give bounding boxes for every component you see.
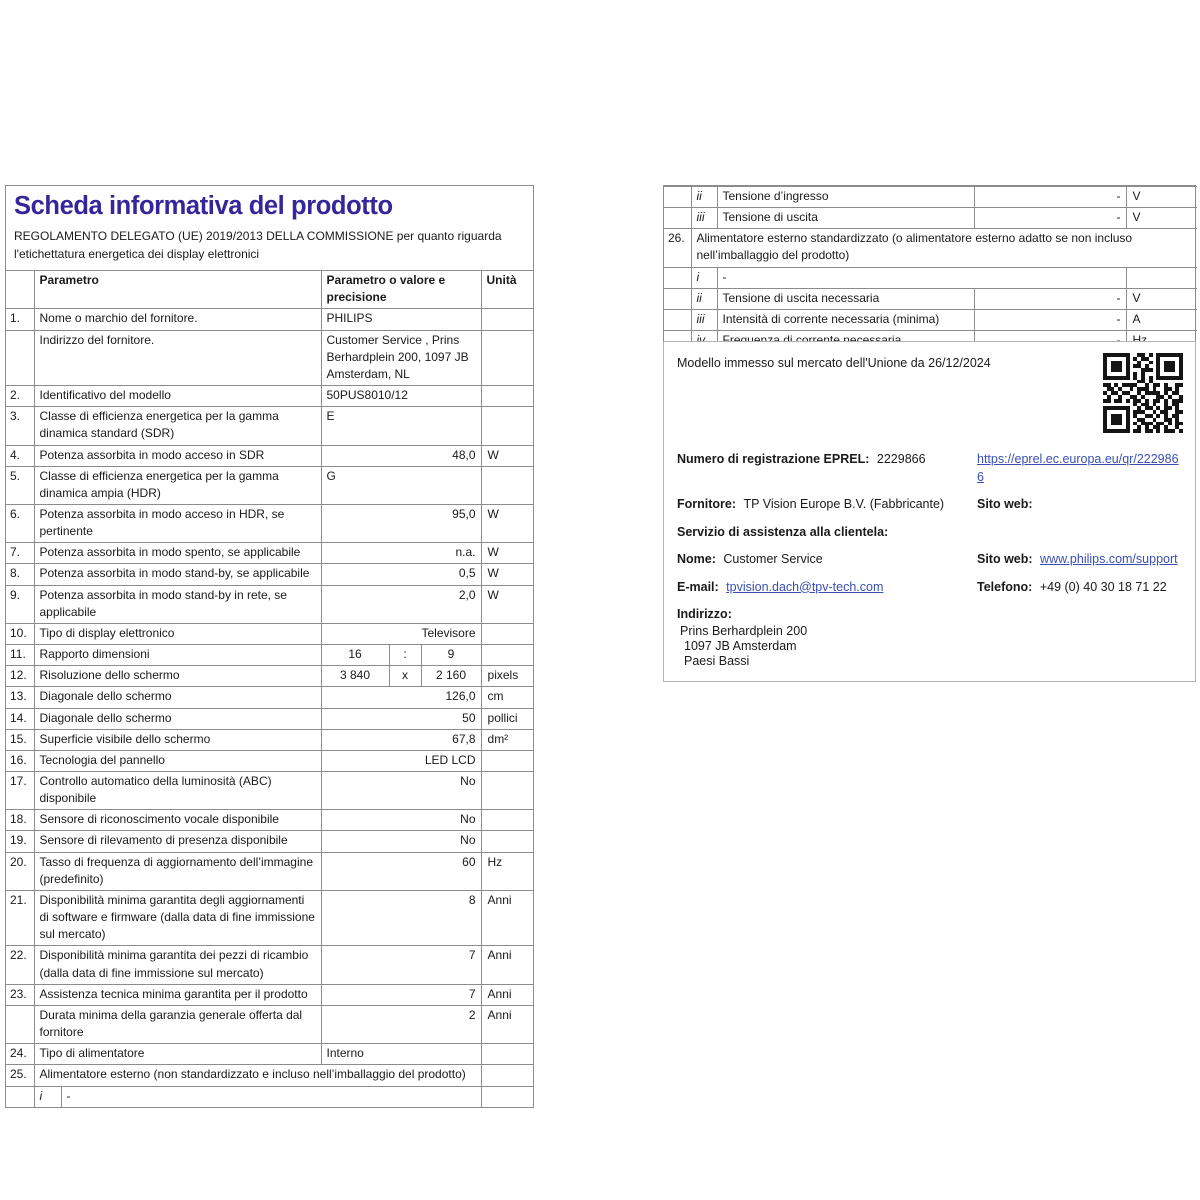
- product-sheet-block: [5, 185, 534, 1108]
- unit-cell: Hz: [481, 852, 533, 890]
- unit-cell: [481, 386, 533, 407]
- email-link[interactable]: tpvision.dach@tpv-tech.com: [726, 579, 884, 594]
- unit-cell: V: [1126, 208, 1197, 229]
- row-number: 11.: [6, 645, 34, 666]
- unit-cell: [481, 309, 533, 330]
- eprel-row: [677, 451, 1183, 486]
- table-row: [6, 946, 533, 984]
- table-row: [664, 288, 1197, 309]
- sub-letter-cell: ii: [691, 187, 717, 208]
- row-number: [6, 330, 34, 385]
- row-number: [664, 187, 691, 208]
- table-row: [6, 810, 533, 831]
- address-label: Indirizzo:: [677, 607, 732, 621]
- address-line: Prins Berhardplein 200: [680, 623, 808, 638]
- unit-cell: V: [1126, 187, 1197, 208]
- param-cell: Diagonale dello schermo: [34, 687, 321, 708]
- value-cell: Interno: [321, 1044, 481, 1065]
- table-row: [6, 543, 533, 564]
- supplier-row: [677, 496, 1183, 514]
- table-row: [664, 309, 1197, 330]
- unit-cell: Anni: [481, 946, 533, 984]
- name-label: Nome:: [677, 552, 716, 566]
- param-cell: Controllo automatico della luminosità (ABC) disponibile: [34, 772, 321, 810]
- eprel-link[interactable]: https://eprel.ec.europa.eu/qr/2229866: [977, 452, 1179, 484]
- header-value: Parametro o valore e precisione: [321, 271, 481, 309]
- customer-service-heading-row: [677, 524, 1183, 542]
- row-number: 4.: [6, 445, 34, 466]
- table-row: [6, 623, 533, 644]
- separator-cell: :: [389, 645, 421, 666]
- param-cell: Tensione di uscita: [717, 208, 974, 229]
- unit-cell: Anni: [481, 1005, 533, 1043]
- row-number: [664, 267, 691, 288]
- unit-cell: [481, 1086, 533, 1107]
- param-cell: Potenza assorbita in modo acceso in HDR, se pertinente: [34, 504, 321, 542]
- table-row: [6, 1005, 533, 1043]
- value-cell: -: [717, 267, 1126, 288]
- table-row: [6, 666, 533, 687]
- value-cell: G: [321, 466, 481, 504]
- table-row: [6, 504, 533, 542]
- row-number: 10.: [6, 623, 34, 644]
- unit-cell: [481, 772, 533, 810]
- value-cell: LED LCD: [321, 750, 481, 771]
- parameter-table: [6, 270, 533, 1107]
- left-table-body: [6, 309, 533, 1107]
- param-cell: Potenza assorbita in modo acceso in SDR: [34, 445, 321, 466]
- param-cell: Diagonale dello schermo: [34, 708, 321, 729]
- table-row: [6, 645, 533, 666]
- param-cell: Classe di efficienza energetica per la gamma dinamica ampia (HDR): [34, 466, 321, 504]
- param-cell: Tecnologia del pannello: [34, 750, 321, 771]
- header-number-cell: [6, 271, 34, 309]
- value-cell: Televisore: [321, 623, 481, 644]
- header-parameter: Parametro: [34, 271, 321, 309]
- registration-info-box: [663, 341, 1196, 682]
- row-number: 19.: [6, 831, 34, 852]
- table-row: [6, 831, 533, 852]
- sub-letter-cell: iii: [691, 309, 717, 330]
- param-cell: Potenza assorbita in modo stand-by in rete, se applicabile: [34, 585, 321, 623]
- value-cell: No: [321, 772, 481, 810]
- row-number: 24.: [6, 1044, 34, 1065]
- param-cell: Potenza assorbita in modo stand-by, se applicabile: [34, 564, 321, 585]
- value-cell: 126,0: [321, 687, 481, 708]
- sub-letter-cell: i: [34, 1086, 61, 1107]
- unit-cell: W: [481, 445, 533, 466]
- table-row: [664, 208, 1197, 229]
- table-row: [6, 445, 533, 466]
- unit-cell: pixels: [481, 666, 533, 687]
- row-number: [6, 1086, 34, 1107]
- unit-cell: [481, 330, 533, 385]
- table-row: [6, 708, 533, 729]
- unit-cell: [481, 466, 533, 504]
- table-row: [6, 890, 533, 945]
- value-cell: 2 160: [421, 666, 481, 687]
- unit-cell: [481, 810, 533, 831]
- page-title: Scheda informativa del prodotto: [14, 192, 393, 220]
- value-cell: 16: [321, 645, 389, 666]
- value-cell: n.a.: [321, 543, 481, 564]
- row-number: 8.: [6, 564, 34, 585]
- email-row: [677, 579, 1183, 597]
- param-cell: Potenza assorbita in modo spento, se applicabile: [34, 543, 321, 564]
- unit-cell: cm: [481, 687, 533, 708]
- param-cell: Classe di efficienza energetica per la gamma dinamica standard (SDR): [34, 407, 321, 445]
- eprel-label: Numero di registrazione EPREL:: [677, 452, 870, 466]
- row-number: 17.: [6, 772, 34, 810]
- unit-cell: pollici: [481, 708, 533, 729]
- unit-cell: W: [481, 543, 533, 564]
- row-number: 1.: [6, 309, 34, 330]
- header-unit: Unità: [481, 271, 533, 309]
- website-label: Sito web:: [977, 497, 1033, 511]
- continuation-table-block: [663, 185, 1196, 352]
- regulation-subtitle: REGOLAMENTO DELEGATO (UE) 2019/2013 DELLA COMMISSIONE per quanto riguarda l'etichettatura energetica dei display elettronici: [14, 229, 502, 261]
- separator-cell: x: [389, 666, 421, 687]
- row-number: 15.: [6, 729, 34, 750]
- param-cell: Sensore di rilevamento di presenza disponibile: [34, 831, 321, 852]
- supplier-label: Fornitore:: [677, 497, 737, 511]
- table-row: [6, 729, 533, 750]
- name-value: Customer Service: [723, 552, 823, 566]
- support-website-link[interactable]: www.philips.com/support: [1040, 552, 1178, 566]
- param-cell: Durata minima della garanzia generale offerta dal fornitore: [34, 1005, 321, 1043]
- row-number: [6, 1005, 34, 1043]
- table-row: [6, 309, 533, 330]
- name-row: [677, 551, 1183, 569]
- unit-cell: [481, 645, 533, 666]
- row-number: 26.: [664, 229, 691, 267]
- table-header-row: [6, 271, 533, 309]
- row-number: [664, 309, 691, 330]
- row-number: [664, 208, 691, 229]
- value-cell: -: [974, 288, 1126, 309]
- value-cell: Customer Service , Prins Berhardplein 200, 1097 JB Amsterdam, NL: [321, 330, 481, 385]
- row-number: 16.: [6, 750, 34, 771]
- value-cell: No: [321, 810, 481, 831]
- param-cell: Tensione d’ingresso: [717, 187, 974, 208]
- param-cell: Rapporto dimensioni: [34, 645, 321, 666]
- table-row: [664, 229, 1197, 267]
- row-number: 18.: [6, 810, 34, 831]
- table-row: [664, 267, 1197, 288]
- unit-cell: [481, 1065, 533, 1086]
- table-row: [6, 585, 533, 623]
- row-number: 20.: [6, 852, 34, 890]
- param-cell: Intensità di corrente necessaria (minima): [717, 309, 974, 330]
- unit-cell: W: [481, 504, 533, 542]
- param-cell: Tipo di alimentatore: [34, 1044, 321, 1065]
- param-cell: Superficie visibile dello schermo: [34, 729, 321, 750]
- row-number: 14.: [6, 708, 34, 729]
- unit-cell: [481, 750, 533, 771]
- param-cell: Identificativo del modello: [34, 386, 321, 407]
- table-row: [6, 407, 533, 445]
- value-cell: -: [974, 309, 1126, 330]
- row-number: 7.: [6, 543, 34, 564]
- unit-cell: W: [481, 564, 533, 585]
- param-cell: Tasso di frequenza di aggiornamento dell’immagine (predefinito): [34, 852, 321, 890]
- address-line: Paesi Bassi: [684, 654, 750, 668]
- table-row: [6, 750, 533, 771]
- value-cell: 7: [321, 946, 481, 984]
- value-cell: E: [321, 407, 481, 445]
- table-row: [6, 330, 533, 385]
- row-number: 22.: [6, 946, 34, 984]
- table-row: [6, 1086, 533, 1107]
- sub-letter-cell: i: [691, 267, 717, 288]
- param-cell: Disponibilità minima garantita degli aggiornamenti di software e firmware (dalla data di fine immissione sul mercato): [34, 890, 321, 945]
- value-cell: 60: [321, 852, 481, 890]
- param-cell: Assistenza tecnica minima garantita per il prodotto: [34, 984, 321, 1005]
- table-row: [6, 687, 533, 708]
- phone-label: Telefono:: [977, 579, 1033, 594]
- param-cell: Indirizzo del fornitore.: [34, 330, 321, 385]
- row-number: 6.: [6, 504, 34, 542]
- table-row: [664, 187, 1197, 208]
- sub-letter-cell: iii: [691, 208, 717, 229]
- value-cell: 7: [321, 984, 481, 1005]
- table-row: [6, 984, 533, 1005]
- param-cell: Disponibilità minima garantita dei pezzi di ricambio (dalla data di fine immissione sul mercato): [34, 946, 321, 984]
- value-cell: 8: [321, 890, 481, 945]
- market-date-text: Modello immesso sul mercato dell'Unione da 26/12/2024: [677, 356, 991, 370]
- eprel-number: 2229866: [876, 452, 926, 466]
- right-table-body: [664, 187, 1197, 352]
- unit-cell: V: [1126, 288, 1197, 309]
- row-number: 23.: [6, 984, 34, 1005]
- param-cell: Sensore di riconoscimento vocale disponibile: [34, 810, 321, 831]
- customer-service-label: Servizio di assistenza alla clientela:: [677, 524, 889, 539]
- param-cell: Alimentatore esterno standardizzato (o alimentatore esterno adatto se non incluso nell’imballaggio del prodotto): [691, 229, 1197, 267]
- row-number: [664, 288, 691, 309]
- address-block: [677, 606, 1183, 669]
- address-line: 1097 JB Amsterdam: [684, 638, 797, 653]
- value-cell: 67,8: [321, 729, 481, 750]
- row-number: 5.: [6, 466, 34, 504]
- unit-cell: Anni: [481, 890, 533, 945]
- unit-cell: dm²: [481, 729, 533, 750]
- table-row: [6, 1065, 533, 1086]
- row-number: 25.: [6, 1065, 34, 1086]
- table-row: [6, 564, 533, 585]
- value-cell: -: [974, 187, 1126, 208]
- email-label: E-mail:: [677, 579, 719, 594]
- unit-cell: [481, 407, 533, 445]
- table-row: [6, 852, 533, 890]
- phone-value: +49 (0) 40 30 18 71 22: [1039, 579, 1167, 594]
- row-number: 12.: [6, 666, 34, 687]
- continuation-table: [664, 186, 1197, 351]
- unit-cell: Anni: [481, 984, 533, 1005]
- table-row: [6, 386, 533, 407]
- value-cell: 2: [321, 1005, 481, 1043]
- table-row: [6, 466, 533, 504]
- unit-cell: [481, 831, 533, 852]
- unit-cell: [481, 1044, 533, 1065]
- unit-cell: [1126, 267, 1197, 288]
- sub-letter-cell: ii: [691, 288, 717, 309]
- unit-cell: [481, 623, 533, 644]
- value-cell: 50: [321, 708, 481, 729]
- table-row: [6, 772, 533, 810]
- row-number: 3.: [6, 407, 34, 445]
- value-cell: -: [974, 208, 1126, 229]
- table-row: [6, 1044, 533, 1065]
- row-number: 21.: [6, 890, 34, 945]
- param-cell: Tipo di display elettronico: [34, 623, 321, 644]
- unit-cell: A: [1126, 309, 1197, 330]
- value-cell: 2,0: [321, 585, 481, 623]
- value-cell: 3 840: [321, 666, 389, 687]
- param-cell: Nome o marchio del fornitore.: [34, 309, 321, 330]
- param-cell: Risoluzione dello schermo: [34, 666, 321, 687]
- market-row: [677, 353, 1183, 437]
- value-cell: 50PUS8010/12: [321, 386, 481, 407]
- website2-label: Sito web:: [977, 552, 1033, 566]
- value-cell: 0,5: [321, 564, 481, 585]
- param-cell: Tensione di uscita necessaria: [717, 288, 974, 309]
- unit-cell: W: [481, 585, 533, 623]
- supplier-name: TP Vision Europe B.V. (Fabbricante): [743, 497, 945, 511]
- row-number: 2.: [6, 386, 34, 407]
- value-cell: No: [321, 831, 481, 852]
- value-cell: 95,0: [321, 504, 481, 542]
- param-cell: Alimentatore esterno (non standardizzato e incluso nell’imballaggio del prodotto): [34, 1065, 481, 1086]
- value-cell: 9: [421, 645, 481, 666]
- value-cell: 48,0: [321, 445, 481, 466]
- sheet-header: [6, 186, 533, 270]
- value-cell: -: [61, 1086, 481, 1107]
- row-number: 13.: [6, 687, 34, 708]
- qr-code-icon: [1103, 353, 1183, 433]
- row-number: 9.: [6, 585, 34, 623]
- value-cell: PHILIPS: [321, 309, 481, 330]
